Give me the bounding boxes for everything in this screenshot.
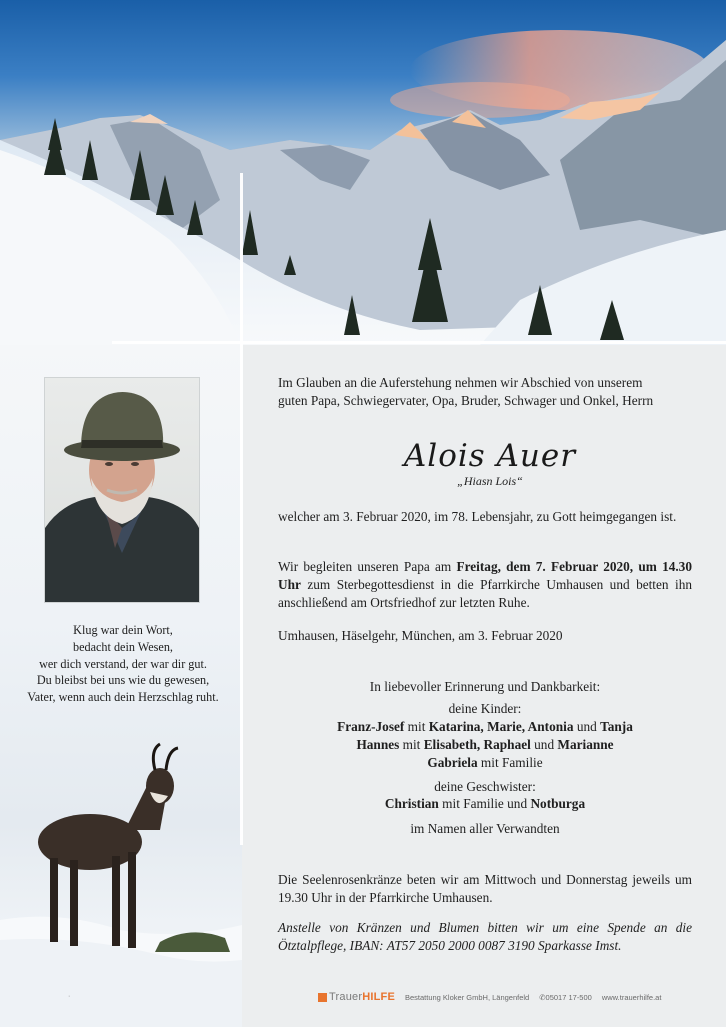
service-part-2: zum Sterbegottesdienst in die Pfarrkirche Umhausen und betten ihn anschließend am Ortsfriedhof zur letzten Ruhe. [278,577,692,610]
service-part-1: Wir begleiten unseren Papa am [278,559,457,574]
siblings-label: deine Geschwister: [434,779,536,794]
relatives-line: im Namen aller Verwandten [410,821,560,836]
footer-website[interactable]: www.trauerhilfe.at [601,992,662,1002]
child-name: Hannes [356,737,400,752]
grandchildren-names: Katarina, Marie, Antonia [428,719,574,734]
logo-word-hilfe: HILFE [362,991,395,1003]
child-name: Gabriela [427,755,478,770]
children-row [278,736,692,754]
deceased-nickname: „Hiasn Lois“ [457,474,523,488]
connector: mit [404,719,429,734]
children-row [278,754,692,772]
connector: mit Familie [477,755,543,770]
place-and-date: Umhausen, Häselgehr, München, am 3. Februar 2020 [278,628,563,643]
service-date: Freitag, dem 7. Februar 2020, um 14.30 Uhr [278,559,692,592]
grandchild-name: Tanja [600,719,633,734]
mountain-photo [0,0,726,345]
poem-line: bedacht dein Wesen, [73,639,173,654]
photo-watermark: · [68,993,71,1000]
deceased-name: Alois Auer [403,438,577,474]
funeral-service-text [278,558,692,612]
poem-line: Vater, wenn auch dein Herzschlag ruht. [27,690,219,705]
grandchild-name: Marianne [557,737,614,752]
phone-icon: ✆ [539,992,546,1002]
intro-text [278,374,698,410]
footer [318,990,661,1004]
portrait-photo [44,377,200,603]
chamois-photo [0,720,242,1027]
logo-word-trauer: Trauer [329,991,363,1003]
footer-company: Bestattung Kloker GmbH, Längenfeld [404,992,530,1002]
connector: mit [399,737,424,752]
death-notice-text: welcher am 3. Februar 2020, im 78. Lebensjahr, zu Gott heimgegangen ist. [278,509,677,524]
poem-line: Du bleibst bei uns wie du gewesen, [36,673,210,688]
siblings-row [278,795,692,813]
connector: und [530,737,558,752]
phone-number: 05017 17-500 [545,992,592,1002]
sibling-name: Christian [384,796,439,811]
children-row [278,718,692,736]
rosary-info: Die Seelenrosenkränze beten wir am Mittwoch und Donnerstag jeweils um 19.30 Uhr in der Pfarrkirche Umhausen. [278,872,692,905]
memorial-poem [20,622,226,706]
chamois-illustration [0,720,242,1027]
intro-line-2: guten Papa, Schwiegervater, Opa, Bruder, Schwager und Onkel, Herrn [278,393,654,408]
trauerhilfe-logo [318,991,395,1003]
poem-line: Klug war dein Wort, [73,623,173,637]
footer-phone [539,993,592,1002]
donation-info: Anstelle von Kränzen und Blumen bitten wir um eine Spende an die Ötztalpflege, IBAN: AT57 2050 2000 0087 3190 Sparkasse Imst. [278,920,692,953]
memory-line: In liebevoller Erinnerung und Dankbarkeit: [369,679,601,694]
man-with-hat-illustration [45,378,199,602]
connector: und [573,719,601,734]
sibling-name: Notburga [530,796,586,811]
grandchildren-names: Elisabeth, Raphael [423,737,531,752]
mountain-landscape [0,0,726,345]
logo-square-icon [318,993,327,1002]
intro-line-1: Im Glauben an die Auferstehung nehmen wir Abschied von unserem [278,375,643,390]
poem-line: wer dich verstand, der war dir gut. [39,656,207,671]
children-label: deine Kinder: [448,701,522,716]
connector: mit Familie und [438,796,531,811]
child-name: Franz-Josef [337,719,405,734]
cross-horizontal-bar [112,341,726,344]
